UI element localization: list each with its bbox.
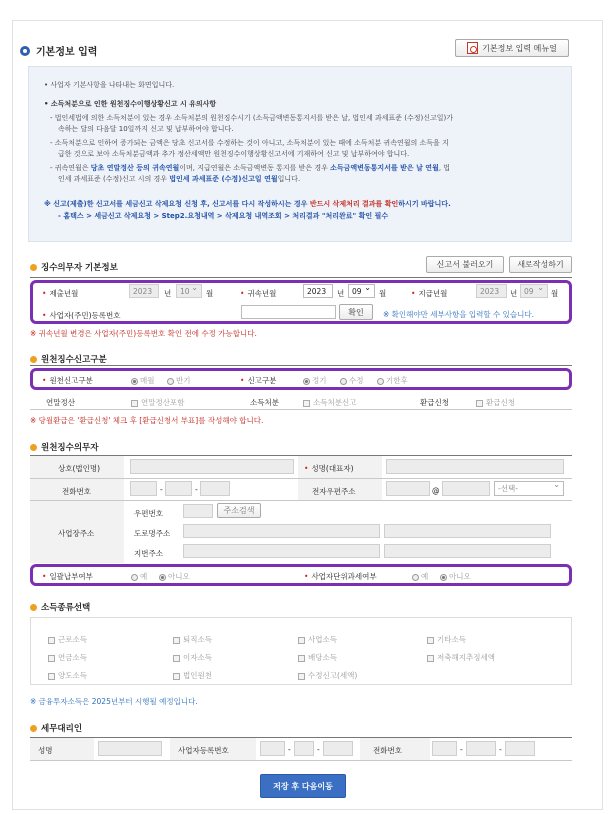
refund-warning: ※ 당월환급은 '환급신청' 체크 후 [환급신청서 부표]를 작성해야 합니다. — [30, 416, 264, 425]
checkbox-label: 법인원천 — [183, 671, 212, 680]
checkbox-icon — [427, 637, 434, 644]
year-unit: 년 — [164, 289, 172, 298]
radio-icon — [412, 574, 419, 581]
month-unit: 월 — [379, 289, 387, 298]
confirm-note: ※ 확인해야만 세부사항을 입력할 수 있습니다. — [383, 310, 534, 319]
info-text: 이며, 지급연월은 소득금액변동 통지를 받은 경우 — [179, 164, 331, 172]
checkbox-icon — [131, 400, 138, 407]
income-option[interactable] — [48, 670, 87, 681]
agent-phone-1[interactable] — [432, 741, 457, 756]
disposal-label: 소득처분 — [250, 398, 279, 407]
radio-icon — [440, 574, 447, 581]
unit-option-yes[interactable] — [412, 571, 428, 582]
checkbox-label: 저축해지추징세액 — [437, 653, 495, 662]
income-option[interactable] — [48, 634, 87, 645]
road-address-detail[interactable] — [384, 524, 551, 538]
radio-label: 매월 — [140, 376, 155, 385]
info-text: 하시기 바랍니다. — [398, 200, 451, 208]
rep-label: • 성명(대표자) — [304, 463, 354, 474]
income-option[interactable] — [427, 634, 466, 645]
unit-tax-label: • 사업자단위과세여부 — [304, 571, 377, 582]
checkbox-label: 근로소득 — [58, 635, 87, 644]
info-emphasis: 당초 연말정산 등의 귀속연월 — [90, 164, 180, 172]
year-unit: 년 — [510, 289, 518, 298]
checkbox-icon — [173, 673, 180, 680]
road-address-input[interactable] — [183, 524, 380, 538]
radio-icon — [340, 378, 347, 385]
checkbox-icon — [298, 637, 305, 644]
divider — [30, 277, 572, 278]
agent-phone-label: 전화번호 — [373, 746, 402, 755]
year-unit: 년 — [337, 289, 345, 298]
income-option[interactable] — [298, 634, 337, 645]
info-line: 속하는 달의 다음달 10일까지 신고 및 납부하여야 합니다. — [58, 125, 234, 133]
radio-label: 아니오 — [168, 572, 190, 581]
checkbox-label: 수정신고(세액) — [308, 671, 358, 680]
checkbox-icon — [48, 673, 55, 680]
bizno-input[interactable] — [241, 305, 336, 319]
divider — [30, 365, 572, 366]
pay-month-select[interactable]: 09 ⌄ — [520, 284, 548, 298]
month-unit: 월 — [206, 289, 214, 298]
section-title-basic — [30, 261, 118, 273]
report-option-amend[interactable] — [340, 375, 364, 386]
bullet-icon — [30, 356, 37, 363]
info-line — [44, 199, 451, 209]
bullet-icon — [30, 264, 37, 271]
info-line: - 홈택스 > 세금신고 삭제요청 > Step2.요청내역 > 삭제요청 내역조회 > 처리결과 "처리완료" 확인 필수 — [58, 212, 389, 220]
checkbox-icon — [298, 673, 305, 680]
agent-bizno-3[interactable] — [323, 741, 353, 756]
info-text: ※ 신고(제출)한 신고서를 세금신고 삭제요청 신청 후, 신고서를 다시 작성하시는 경우 — [44, 200, 310, 208]
info-text: , 법 — [438, 164, 451, 172]
checkbox-icon — [476, 400, 483, 407]
confirm-button[interactable]: 확인 — [339, 304, 373, 320]
info-heading: • 소득처분으로 인한 원천징수이행상황신고 시 유의사항 — [44, 100, 217, 108]
section-title-income-type — [30, 601, 90, 613]
page-header — [20, 43, 97, 58]
dash: - — [317, 745, 320, 754]
income-note: ※ 금융투자소득은 2025년부터 시행될 예정입니다. — [30, 697, 198, 706]
agent-bizno-2[interactable] — [294, 741, 314, 756]
report-option-late[interactable] — [377, 375, 408, 386]
lot-address-detail[interactable] — [384, 544, 551, 558]
type-option-half[interactable] — [167, 375, 191, 386]
agent-name-input[interactable] — [98, 741, 162, 756]
manual-button[interactable] — [455, 39, 569, 57]
checkbox-icon — [427, 655, 434, 662]
address-label: 사업장주소 — [58, 529, 95, 538]
attr-label: • 귀속년월 — [240, 288, 276, 299]
lump-label: • 일괄납부여부 — [42, 571, 93, 582]
income-option[interactable] — [173, 652, 212, 663]
section-title-text: 징수의무자 기본정보 — [41, 263, 118, 273]
info-emphasis: 법인세 과세표준 (수정)신고일 연월 — [169, 175, 278, 183]
checkbox-icon — [173, 655, 180, 662]
checkbox-icon — [48, 637, 55, 644]
radio-label: 예 — [140, 572, 148, 581]
divider — [30, 737, 572, 738]
company-label: 상호(법인명) — [58, 464, 101, 473]
lump-option-yes[interactable] — [131, 571, 147, 582]
phone-input-2[interactable] — [165, 481, 192, 496]
checkbox-label: 사업소득 — [308, 635, 337, 644]
income-option[interactable] — [173, 670, 212, 681]
email-domain-input[interactable] — [442, 481, 490, 496]
info-line — [50, 163, 450, 173]
disposal-checkbox[interactable] — [303, 397, 356, 408]
section-title-report-type — [30, 353, 107, 365]
email-domain-select[interactable]: -선택- ⌄ — [494, 481, 564, 496]
section-title-text: 소득종류선택 — [41, 603, 91, 613]
dash: - — [499, 745, 502, 754]
checkbox-label: 기타소득 — [437, 635, 466, 644]
refund-checkbox[interactable] — [476, 397, 515, 408]
bullet-icon — [30, 604, 37, 611]
phone-input-3[interactable] — [200, 481, 230, 496]
info-text: - 귀속연월은 — [50, 164, 91, 172]
month-unit: 월 — [551, 289, 559, 298]
lot-address-input[interactable] — [183, 544, 380, 558]
phone-label: 전화번호 — [62, 487, 91, 496]
bullet-circle-icon — [20, 46, 30, 56]
dash: - — [195, 485, 198, 494]
info-emphasis: 반드시 삭제처리 결과를 확인 — [309, 200, 399, 208]
submit-year-field[interactable]: 2023 — [129, 284, 159, 298]
checkbox-icon — [48, 655, 55, 662]
email-label: 전자우편주소 — [312, 487, 356, 496]
checkbox-icon — [173, 637, 180, 644]
checkbox-label: 연말정산포함 — [141, 398, 185, 407]
refund-label: 환급신청 — [420, 398, 449, 407]
pay-label: • 지급년월 — [411, 288, 447, 299]
income-option[interactable] — [298, 670, 357, 681]
load-report-button[interactable]: 신고서 불러오기 — [426, 256, 504, 273]
section-title-text: 원천징수신고구분 — [41, 355, 107, 365]
checkbox-label: 배당소득 — [308, 653, 337, 662]
checkbox-label: 연금소득 — [58, 653, 87, 662]
zip-search-button[interactable]: 주소검색 — [217, 503, 261, 518]
divider — [30, 760, 572, 761]
phone-input-1[interactable] — [130, 481, 157, 496]
radio-label: 아니오 — [449, 572, 471, 581]
info-line — [58, 174, 300, 184]
checkbox-label: 퇴직소득 — [183, 635, 212, 644]
checkbox-label: 환급신청 — [486, 398, 515, 407]
unit-option-no[interactable] — [440, 571, 471, 582]
agent-name-label: 성명 — [38, 746, 53, 755]
checkbox-label: 이자소득 — [183, 653, 212, 662]
info-line: - 법인세법에 의한 소득처분이 있는 경우 소득처분의 원천징수시기 (소득금액변동통지서를 받은 날, 법인세 과세표준 (수정)신고일)가 — [50, 114, 453, 122]
radio-icon — [167, 378, 174, 385]
dash: - — [288, 745, 291, 754]
pdf-icon — [467, 42, 478, 54]
income-option[interactable] — [48, 652, 87, 663]
report-label: • 신고구분 — [240, 375, 276, 386]
info-text: 인세 과세표준 (수정)신고 시의 경우 — [58, 175, 170, 183]
lot-label: 지번주소 — [134, 549, 163, 558]
dash: - — [160, 485, 163, 494]
email-at: @ — [432, 486, 440, 495]
zip-label: 우편번호 — [134, 509, 163, 518]
road-label: 도로명주소 — [134, 529, 171, 538]
radio-label: 반기 — [176, 376, 191, 385]
radio-label: 기한후 — [386, 376, 408, 385]
email-id-input[interactable] — [386, 481, 430, 496]
divider — [30, 500, 572, 501]
bullet-icon — [30, 725, 37, 732]
radio-icon — [377, 378, 384, 385]
bizno-label: • 사업자(주민)등록번호 — [42, 310, 121, 321]
info-emphasis: 소득금액변동통지서를 받은 날 연월 — [330, 164, 439, 172]
income-option[interactable] — [427, 652, 495, 663]
checkbox-label: 소득처분신고 — [313, 398, 357, 407]
radio-icon — [303, 378, 310, 385]
highlight-box — [30, 368, 572, 390]
attr-month-select[interactable]: 09 ⌄ — [348, 284, 375, 298]
rep-input[interactable] — [386, 459, 564, 474]
yearend-checkbox[interactable] — [131, 397, 184, 408]
agent-bizno-label: 사업자등록번호 — [178, 746, 229, 755]
checkbox-icon — [303, 400, 310, 407]
radio-icon — [159, 574, 166, 581]
section-title-tax-agent — [30, 722, 82, 734]
zip-input[interactable] — [183, 504, 213, 518]
info-line: • 사업자 기본사항을 나타내는 화면입니다. — [44, 81, 175, 89]
pay-year-field[interactable]: 2023 — [476, 284, 507, 298]
company-input[interactable] — [130, 459, 294, 474]
radio-label: 예 — [421, 572, 429, 581]
new-report-button[interactable]: 새로작성하기 — [509, 256, 572, 273]
section-title-text: 원천징수의무자 — [41, 443, 99, 453]
divider — [30, 409, 572, 410]
highlight-box — [30, 564, 572, 586]
radio-label: 정기 — [312, 376, 327, 385]
agent-phone-2[interactable] — [466, 741, 496, 756]
report-option-regular[interactable] — [303, 375, 327, 386]
info-text: 입니다. — [277, 175, 301, 183]
bullet-icon — [30, 444, 37, 451]
info-line: 급한 것으로 보아 소득처분금액과 추가 정산세액만 원천징수이행상황신고서에 기재하여 신고 및 납부하여야 합니다. — [58, 150, 410, 158]
type-label: • 원천신고구분 — [42, 375, 93, 386]
submit-label: • 제출년월 — [42, 288, 78, 299]
dash: - — [460, 745, 463, 754]
attr-warning: ※ 귀속년월 변경은 사업자(주민)등록번호 확인 전에 수정 가능합니다. — [30, 329, 257, 338]
agent-bizno-1[interactable] — [260, 741, 285, 756]
divider — [30, 478, 572, 479]
save-next-button[interactable]: 저장 후 다음이동 — [260, 774, 346, 798]
radio-icon — [131, 378, 138, 385]
attr-year-field[interactable]: 2023 — [303, 284, 333, 298]
yearend-label: 연말정산 — [46, 398, 75, 407]
section-title-text: 세무대리인 — [41, 724, 83, 734]
income-option[interactable] — [173, 634, 212, 645]
submit-month-select[interactable]: 10 ⌄ — [176, 284, 202, 298]
page-title: 기본정보 입력 — [36, 47, 98, 58]
radio-label: 수정 — [349, 376, 364, 385]
type-option-monthly[interactable] — [131, 375, 155, 386]
section-title-withholder — [30, 441, 98, 453]
income-option[interactable] — [298, 652, 337, 663]
manual-button-label: 기본정보 입력 메뉴얼 — [482, 43, 557, 53]
checkbox-label: 양도소득 — [58, 671, 87, 680]
info-line: - 소득처분으로 인하여 증가되는 금액은 당초 신고서를 수정하는 것이 아니고, 소득처분이 있는 때에 소득처분 귀속연월의 소득을 지 — [50, 139, 449, 147]
lump-option-no[interactable] — [159, 571, 190, 582]
agent-phone-3[interactable] — [505, 741, 535, 756]
radio-icon — [131, 574, 138, 581]
checkbox-icon — [298, 655, 305, 662]
